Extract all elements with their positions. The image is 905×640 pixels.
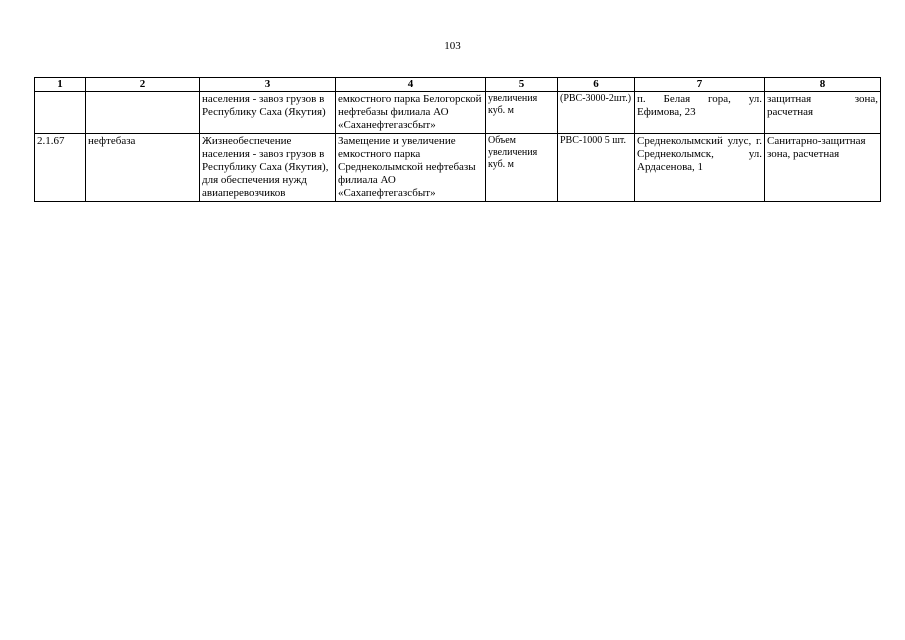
cell-description: Замещение и увеличение емкостного парка Среднеколымской нефтебазы филиала АО «Сахапефтегазсбыт» bbox=[336, 134, 486, 202]
cell-value: РВС-1000 5 шт. bbox=[558, 134, 635, 202]
column-header: 2 bbox=[86, 78, 200, 92]
table-row bbox=[35, 92, 881, 134]
cell-object-type bbox=[86, 92, 200, 134]
column-header: 4 bbox=[336, 78, 486, 92]
cell-number: 2.1.67 bbox=[35, 134, 86, 202]
cell-value: (РВС-3000-2шт.) bbox=[558, 92, 635, 134]
cell-parameter: увеличения куб. м bbox=[486, 92, 558, 134]
cell-parameter: Объем увеличения куб. м bbox=[486, 134, 558, 202]
cell-zone: защитная зона, расчетная bbox=[765, 92, 881, 134]
table-row bbox=[35, 134, 881, 202]
cell-number bbox=[35, 92, 86, 134]
column-header: 1 bbox=[35, 78, 86, 92]
cell-object-type: нефтебаза bbox=[86, 134, 200, 202]
document-table bbox=[34, 77, 881, 202]
table-header-row bbox=[35, 78, 881, 92]
page-number: 103 bbox=[444, 40, 461, 52]
cell-location: Среднеколымский улус, г. Среднеколымск, ул. Ардасенова, 1 bbox=[635, 134, 765, 202]
cell-purpose: Жизнеобеспечение населения - завоз грузов в Республику Саха (Якутия), для обеспечения нужд авиаперевозчиков bbox=[200, 134, 336, 202]
cell-location: п. Белая гора, ул. Ефимова, 23 bbox=[635, 92, 765, 134]
cell-zone: Санитарно-защитная зона, расчетная bbox=[765, 134, 881, 202]
column-header: 8 bbox=[765, 78, 881, 92]
column-header: 7 bbox=[635, 78, 765, 92]
cell-purpose: населения - завоз грузов в Республику Саха (Якутия) bbox=[200, 92, 336, 134]
column-header: 6 bbox=[558, 78, 635, 92]
cell-description: емкостного парка Белогорской нефтебазы филиала АО «Саханефтегазсбыт» bbox=[336, 92, 486, 134]
column-header: 5 bbox=[486, 78, 558, 92]
column-header: 3 bbox=[200, 78, 336, 92]
